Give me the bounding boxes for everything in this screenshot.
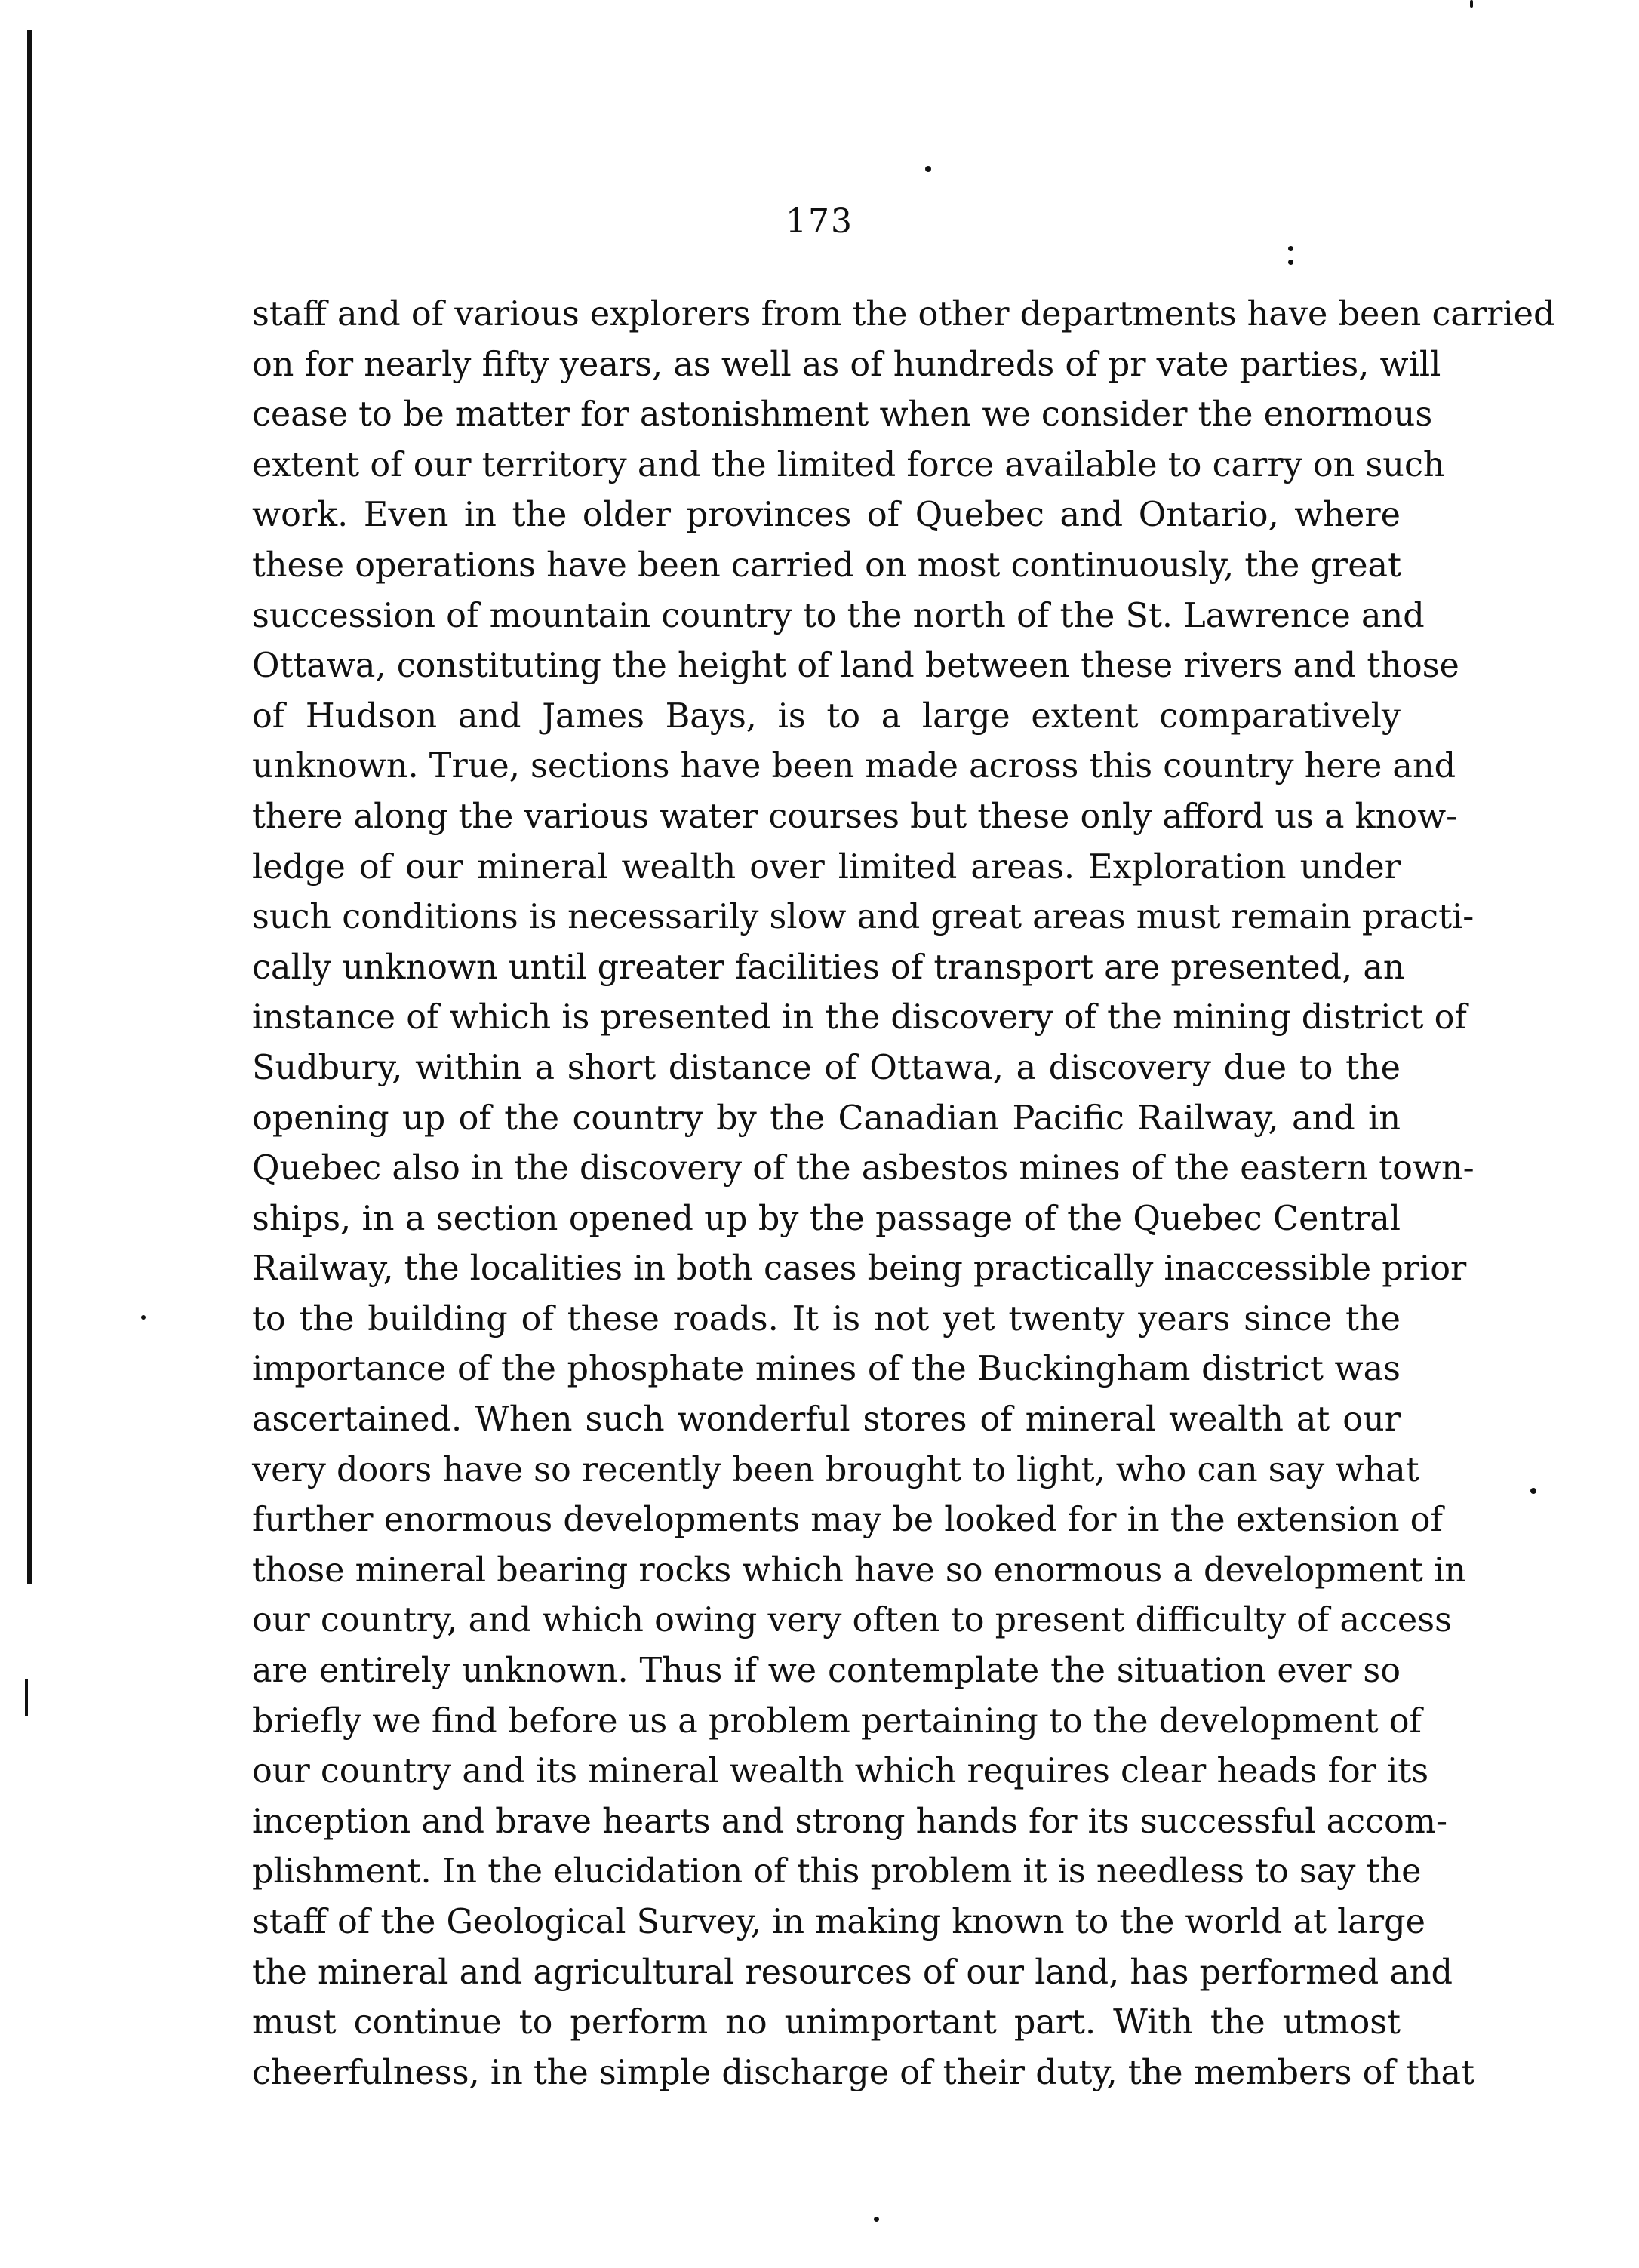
text-line: to the building of these roads. It is not yet twenty years since the (252, 1299, 1401, 1338)
text-line: cease to be matter for astonishment when we consider the enormous (252, 395, 1433, 435)
text-line: unknown. True, sections have been made across this country here and (252, 747, 1456, 786)
text-line: are entirely unknown. Thus if we contemplate the situation ever so (252, 1652, 1401, 1691)
scan-speck (925, 166, 931, 172)
text-line: very doors have so recently been brought to light, who can say what (252, 1450, 1419, 1489)
scan-speck (141, 1315, 146, 1320)
text-line: the mineral and agricultural resources of our land, has performed and (252, 1953, 1453, 1992)
text-line: Sudbury, within a short distance of Ottawa, a discovery due to the (252, 1048, 1401, 1087)
text-line: plishment. In the elucidation of this problem it is needless to say the (252, 1852, 1422, 1892)
text-line: opening up of the country by the Canadian Pacific Railway, and in (252, 1099, 1401, 1138)
binding-edge-shadow (27, 30, 32, 1584)
text-line: ships, in a section opened up by the passage of the Quebec Central (252, 1199, 1401, 1238)
scan-speck (1288, 260, 1293, 265)
page-number: 173 (786, 202, 853, 241)
text-line: of Hudson and James Bays, is to a large extent comparatively (252, 696, 1401, 736)
text-line: Railway, the localities in both cases being practically inaccessible prior (252, 1249, 1467, 1289)
scan-speck (874, 2217, 879, 2222)
scan-speck (1288, 246, 1293, 251)
text-line: these operations have been carried on most continuously, the great (252, 545, 1401, 585)
scan-speck (1470, 0, 1473, 8)
text-line: must continue to perform no unimportant part. With the utmost (252, 2003, 1401, 2042)
text-line: briefly we find before us a problem pertaining to the development of (252, 1701, 1422, 1741)
text-line: ascertained. When such wonderful stores of mineral wealth at our (252, 1400, 1401, 1440)
text-line: instance of which is presented in the discovery of the mining district of (252, 998, 1467, 1037)
text-line: inception and brave hearts and strong hands for its successful accom- (252, 1802, 1447, 1841)
text-line: on for nearly fifty years, as well as of hundreds of pr vate parties, will (252, 345, 1441, 384)
scan-speck (1530, 1488, 1536, 1494)
text-line: there along the various water courses but these only afford us a know- (252, 797, 1458, 836)
text-line: our country, and which owing very often to present difficulty of access (252, 1601, 1452, 1640)
text-line: our country and its mineral wealth which requires clear heads for its (252, 1752, 1429, 1791)
text-line: work. Even in the older provinces of Quebec and Ontario, where (252, 496, 1401, 535)
text-line: staff of the Geological Survey, in making known to the world at large (252, 1903, 1425, 1941)
text-line: further enormous developments may be looked for in the extension of (252, 1501, 1443, 1540)
margin-mark (25, 1679, 28, 1716)
text-line: cally unknown until greater facilities of transport are presented, an (252, 948, 1405, 987)
text-line: importance of the phosphate mines of the Buckingham district was (252, 1350, 1401, 1389)
text-line: those mineral bearing rocks which have so enormous a development in (252, 1550, 1466, 1590)
text-line: such conditions is necessarily slow and great areas must remain practi- (252, 898, 1474, 937)
text-line: succession of mountain country to the north of the St. Lawrence and (252, 596, 1425, 635)
text-line: ledge of our mineral wealth over limited areas. Exploration under (252, 847, 1401, 887)
body-paragraph (252, 290, 1555, 2098)
text-line: extent of our territory and the limited force available to carry on such (252, 445, 1445, 484)
text-line: Quebec also in the discovery of the asbestos mines of the eastern town- (252, 1149, 1474, 1188)
text-line: staff and of various explorers from the other departments have been carried (252, 295, 1555, 333)
text-line: cheerfulness, in the simple discharge of their duty, the members of that (252, 2053, 1474, 2092)
text-line: Ottawa, constituting the height of land between these rivers and those (252, 647, 1459, 686)
